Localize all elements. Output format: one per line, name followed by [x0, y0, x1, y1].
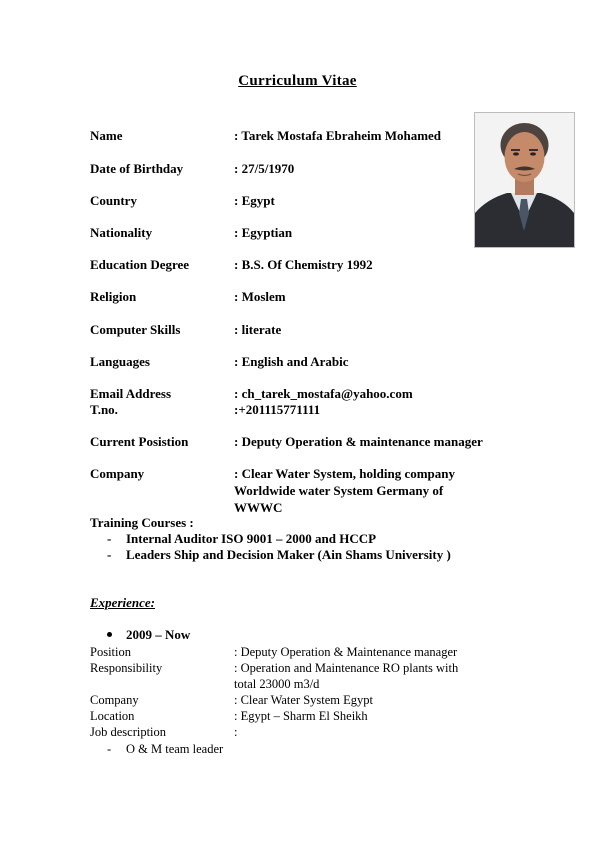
profile-photo [474, 112, 575, 248]
detail-label: Location [90, 709, 135, 723]
field-value: : Egypt [234, 193, 275, 208]
field-label: Date of Birthday [90, 161, 184, 176]
training-item-text: Leaders Ship and Decision Maker (Ain Shams University ) [126, 547, 451, 562]
field-label: Education Degree [90, 257, 190, 272]
period-text: 2009 – Now [126, 627, 191, 642]
field-value: : ch_tarek_mostafa@yahoo.com [234, 386, 413, 401]
field-label: T.no. [90, 402, 118, 417]
field-value: : English and Arabic [234, 354, 349, 369]
company-value [234, 465, 504, 516]
company-line: Worldwide water System Germany of [234, 483, 444, 498]
field-value: :+201115771111 [234, 402, 321, 417]
dash-bullet: - [107, 547, 112, 562]
field-value: : Tarek Mostafa Ebraheim Mohamed [234, 128, 442, 143]
field-label: Languages [90, 354, 150, 369]
field-label: Religion [90, 289, 137, 304]
field-label: Nationality [90, 225, 153, 240]
detail-label: Company [90, 693, 139, 707]
dash-bullet: - [107, 531, 112, 546]
detail-value: : Deputy Operation & Maintenance manager [234, 645, 458, 659]
portrait-image [475, 113, 574, 247]
field-label: Name [90, 128, 123, 143]
company-line: WWWC [234, 500, 283, 515]
experience-heading: Experience: [90, 595, 155, 610]
field-label: Current Posistion [90, 434, 189, 449]
detail-value: : Operation and Maintenance RO plants with [234, 661, 459, 675]
field-label: Country [90, 193, 137, 208]
detail-value: total 23000 m3/d [234, 677, 320, 691]
dash-bullet: - [107, 742, 112, 756]
field-value: : Moslem [234, 289, 286, 304]
field-value: : 27/5/1970 [234, 161, 295, 176]
detail-value: : Egypt – Sharm El Sheikh [234, 709, 368, 723]
field-value: : Deputy Operation & maintenance manager [234, 434, 483, 449]
field-value: : Egyptian [234, 225, 293, 240]
bullet-dot-icon [107, 632, 112, 637]
field-value: : literate [234, 322, 282, 337]
training-item-text: Internal Auditor ISO 9001 – 2000 and HCCP [126, 531, 377, 546]
field-label: Email Address [90, 386, 172, 401]
training-heading-text: Training Courses : [90, 515, 194, 530]
detail-value: : Clear Water System Egypt [234, 693, 374, 707]
detail-label: Responsibility [90, 661, 163, 675]
field-label: Computer Skills [90, 322, 181, 337]
field-value: : B.S. Of Chemistry 1992 [234, 257, 373, 272]
company-line: : Clear Water System, holding company [234, 466, 456, 481]
detail-label: Position [90, 645, 131, 659]
detail-label: Job description [90, 725, 167, 739]
document-title: Curriculum Vitae [238, 73, 357, 89]
detail-value: : [234, 725, 238, 739]
task-text: O & M team leader [126, 742, 224, 756]
field-label: Company [90, 466, 145, 481]
